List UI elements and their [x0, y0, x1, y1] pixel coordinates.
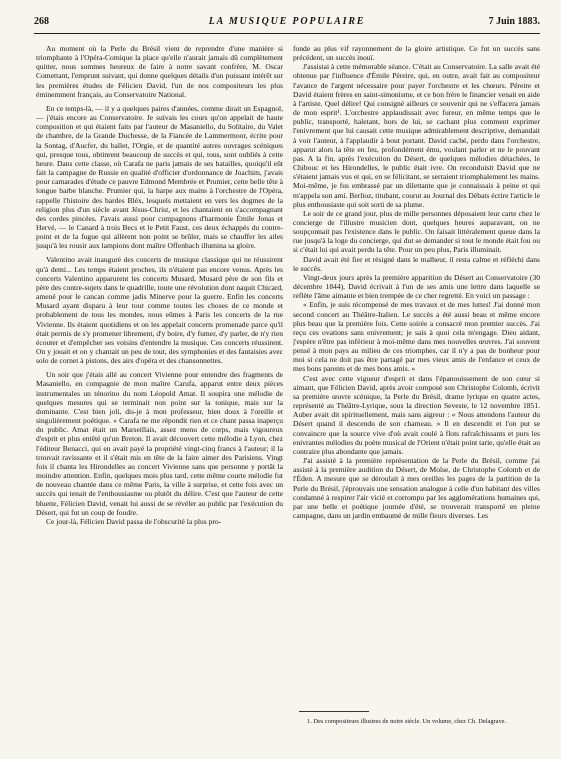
article-paragraph: Le soir de ce grand jour, plus de mille personnes déposaient leur carte chez le concierge de l'illustre musicien dont, quelques heures auparavant, on ne soupçonnait pas l'existence dans le public. On faisait littéralement queue dans la rue jusqu'à la loge du concierge, qui dut se demander si tout le monde était fou ou si c'était lui qui avait perdu la tête. Pour un peu plus, Paris illuminait.: [293, 208, 540, 255]
left-column: [36, 44, 283, 750]
article-paragraph: J'assistai à cette mémorable séance. C'était au Conservatoire. La salle avait été obtenue par l'influence d'Émile Péreire, qui, en outre, avait fait au compositeur l'avance de l'argent nécessaire pour payer l'orchestre et les chœurs. Péreire et David étaient frères en saint-simonisme, et ce bon frère le financier venait en aide à l'artiste. Quel délire! Qui consigné ailleurs ce souvenir qui ne s'effacera jamais de mon esprit¹. L'orchestre applaudissait avec fureur, en même temps que le public, transporté, haletant, hors de lui, se cachant plus comment exprimer l'enivrement que lui causait cette musique admirablement descriptive, demandait à voir l'auteur, à l'applaudir à bout portant. David caché, perdu dans l'orchestre, apparut alors la tête en feu, profondément ému, voulant parler et ne le pouvant pas. A la fin, après l'exécution du Désert, de quelques mélodies détachées, le Chibouc et les Hirondelles, le public était ivre. On reconduisit David que ne s'étaient jamais vus et qui, en se félicitant, se serraient triomphalement les mains. Moi-même, je fus embrassé par un dilettante que je connaissais à peine et qui m'appela son ami. Berlioz, titubant, courut au Journal des Débats écrire l'article le plus enthousiaste qui soit sorti de sa plume.: [293, 62, 540, 209]
article-paragraph: David avait été fier et résigné dans le malheur, il resta calme et réfléchi dans le succès.: [293, 254, 540, 273]
intro-paragraph: Au moment où la Perle du Brésil vient de reprendre d'une manière si triomphante à l'Opéra-Comique la place qu'elle n'aurait jamais dû complètement quitter, nous sommes heureux de faire à notre savant confrère, M. Oscar Comettant, l'emprunt suivant, qui donne quelques détails d'un puissant intérêt sur les premières études de Félicien David, l'un de nos compositeurs les plus éminemment français, au Conservatoire National.: [36, 44, 283, 99]
footnote: [293, 711, 540, 726]
header-rule: [34, 33, 540, 34]
page-header: [34, 16, 540, 34]
footnote-rule: [299, 711, 369, 712]
issue-date: 7 Juin 1883.: [488, 16, 540, 27]
page-number: 268: [34, 16, 49, 27]
right-column: [293, 44, 540, 750]
article-paragraph: Ce jour-là, Félicien David passa de l'obscurité la plus pro-: [46, 516, 222, 526]
article-paragraph: En ce temps-là, — il y a quelques paires d'années, comme dirait un Espagnol, — j'étais encore au Conservatoire. Je suivais les cours qu'on appelait de haute composition et qui étaient faits par l'auteur de Masaniello, du Solitaire, du Valet de chambre, de la Grande Duchesse, de la Fiancée de Lammermoor, écrite pour la Sontag, d'Aucfer, du ballet, l'Orgie, et de quantité autres ouvrages scéniques qui, presque tous, obtinrent beaucoup de succès et qui, tous, sont oubliés à cette heure. Dans cette classe, où Carafa ne paris jamais de ses batailles, quoiqu'il eût fait la campagne de Russie en qualité d'officier d'ordonnance de Joachim, j'avais pour camarades d'étude ce pauvre Edmond Membrée et Prumier, cette belle tête à longue barbe blanche. Prumier qui, la harpe aux mains à l'orchestre de l'Opéra, rappelle l'histoire des bardes Bléx, lesquels mettaient en vers les dogmes de la religion plus d'un siècle avant Jésus-Christ, et les chantaient en s'accompagnant des cordes pincées. J'avais aussi pour compagnons d'harmonie Émile Jonas et Hervé, — le Canard à trois Becs et le Petit Faust, ces deux échappés du contre-point et de la fugue qui allèrent non point se brûler, mais se chauffer les ailes jusqu'à les rousir aux lampions dont maître Offenbach illumina sa gloire.: [36, 103, 283, 251]
article-paragraph: Valentino avait inauguré des concerts de musique classique qui ne réussirent qu'à demi... Les temps étaient proches, ils n'étaient pas encore venus. Après les concerts Valentino apparurent les concerts Musard, Musard père de son fils et père des contre-sujets dans le quadrille, toute une révolution dont naquit Chicard, amené pour le cancan comme jadis Minerve pour la guerre. Enfin les concerts Musard ayant disparu à leur tour comme toutes les choses de ce monde et probablement de tous les mondes, nous eûmes à Paris les concerts de la rue Vivienne. Ils étaient quotidiens et on les appelait concerts promenade parce qu'il était permis de s'y promener librement, d'y boire, d'y fumer, d'y parler, de n'y rien écouter et d'empêcher ses voisins d'entendre la musique. Ces concerts réussirent. On y jouait et on y chantait un peu de tout, des symphonies et des fantaisies avec solo de cornet à pistons, des airs d'opéra et des chansonnettes.: [36, 255, 283, 366]
article-paragraph: Un soir que j'étais allé au concert Vivienne pour entendre des fragments de Masaniello, en compagnie de mon maître Carufa, apparut entre deux pièces instrumentales un ténorino du nom Léopold Amat. Il soupira une mélodie de quelques mesures qui se terminait non point sur la tonique, mais sur la dominante. C'est bien joli, dis-je à mon professeur, bien doux à l'oreille et singulièrement poétique. « Carafa ne me répondit rien et ce chant passa inaperçu du public. Amat était un Marseillais, assez menu de corps, mais vigoureux d'esprit et plus entêté qu'un Breton. Il avait découvert cette mélodie à Lyon, chez l'éditeur Benacci, qui en avait payé la propriété vingt-cinq francs à l'auteur; il la trouvait ravissante et il s'était mis en tête de la faire aimer des Parisiens. Vingt fois il chanta les Hirondelles au concert Vivienne sans que personne y portât la moindre attention. Enfin, quelques mois plus tard, cette même courte mélodie fut de nouveau chantée dans ce même Paris, la ville à surprise, et cette fois avec un succès qui tenait de l'enthousiasme ou plutôt du délire. C'est que l'auteur de cette bluette, Félicien David, venait lui aussi de se révéler au public par l'exécution du Désert, qui fut un coup de foudre.: [36, 370, 283, 517]
article-paragraph: C'est avec cette vigueur d'esprit et dans l'épanouissement de son cœur si aimant, que Félicien David, après avoir composé son Christophe Colomb, écrivit sa première œuvre scénique, la Perle du Brésil, drame lyrique en quatre actes, représenté au Théâtre-Lyrique, sous la direction Seveste, le 12 novembre 1851. Auber avait dit spirituellement, mais sans aigreur : « Nous attendons l'auteur du Désert quand il descendu de son chameau. » Il en descendit et l'on put se convaincre que la source vive d'où avait coulé à flots rafraîchissants et purs les enivrantes mélodies du poète musical de l'Orient n'était point tarie, qu'elle était au contraire plus abondante que jamais.: [293, 373, 540, 456]
article-paragraph: fonde au plus vif rayonnement de la gloire artistique. Ce fut un succès sans précédent, un succès inouï.: [293, 44, 540, 63]
journal-title: LA MUSIQUE POPULAIRE: [208, 16, 366, 27]
footnote-text: 1. Des compositeurs illustres de notre siècle. Un volume, chez Ch. Delagrave.: [307, 718, 507, 725]
article-paragraph: J'ai assisté à la première représentation de la Perle du Brésil, comme j'ai assisté à la première audition du Désert, de Moïse, de Christophe Colomb et de l'Éden. A mesure que se déroulait à mes oreilles les pages de la partition de la Perle du Brésil, j'éprouvais une sensation analogue à celle d'un habitant des villes condamné à respirer l'air vicié et corrompu par les agglomérations humaines qui, par une belle et poétique journée d'été, se trouverait transporté en pleine campagne, dans un jardin embaumé de mille fleurs diverses. Les: [293, 456, 540, 520]
quoted-letter: « Enfin, je suis récompensé de mes travaux et de mes luttes! J'ai donné mon second concert au Théâtre-Italien. Le succès a été aussi beau et même encore plus beau que la première fois. Cette soirée a consacré mon premier succès. J'ai reçu ces ovations sans enivrement; je sais à quoi cela m'engage. Dieu aidant, j'espère n'être pas inférieur à moi-même dans mes nouvelles œuvres. J'ai souvent pensé à mon pays au milieu de ces triomphes, car il n'y a pas de bonheur pour moi si cela ne doit pas être partagé par mes vieux amis de l'enfance et ceux de mes bons parents et de mes bons amis. »: [293, 300, 540, 374]
article-paragraph: Vingt-deux jours après la première apparition du Désert au Conservatoire (30 décembre 1844), David écrivait à l'un de ses amis une lettre dans laquelle se reflète l'âme aimante et bien trempée de ce cher regretté. En voici un passage :: [293, 272, 540, 301]
